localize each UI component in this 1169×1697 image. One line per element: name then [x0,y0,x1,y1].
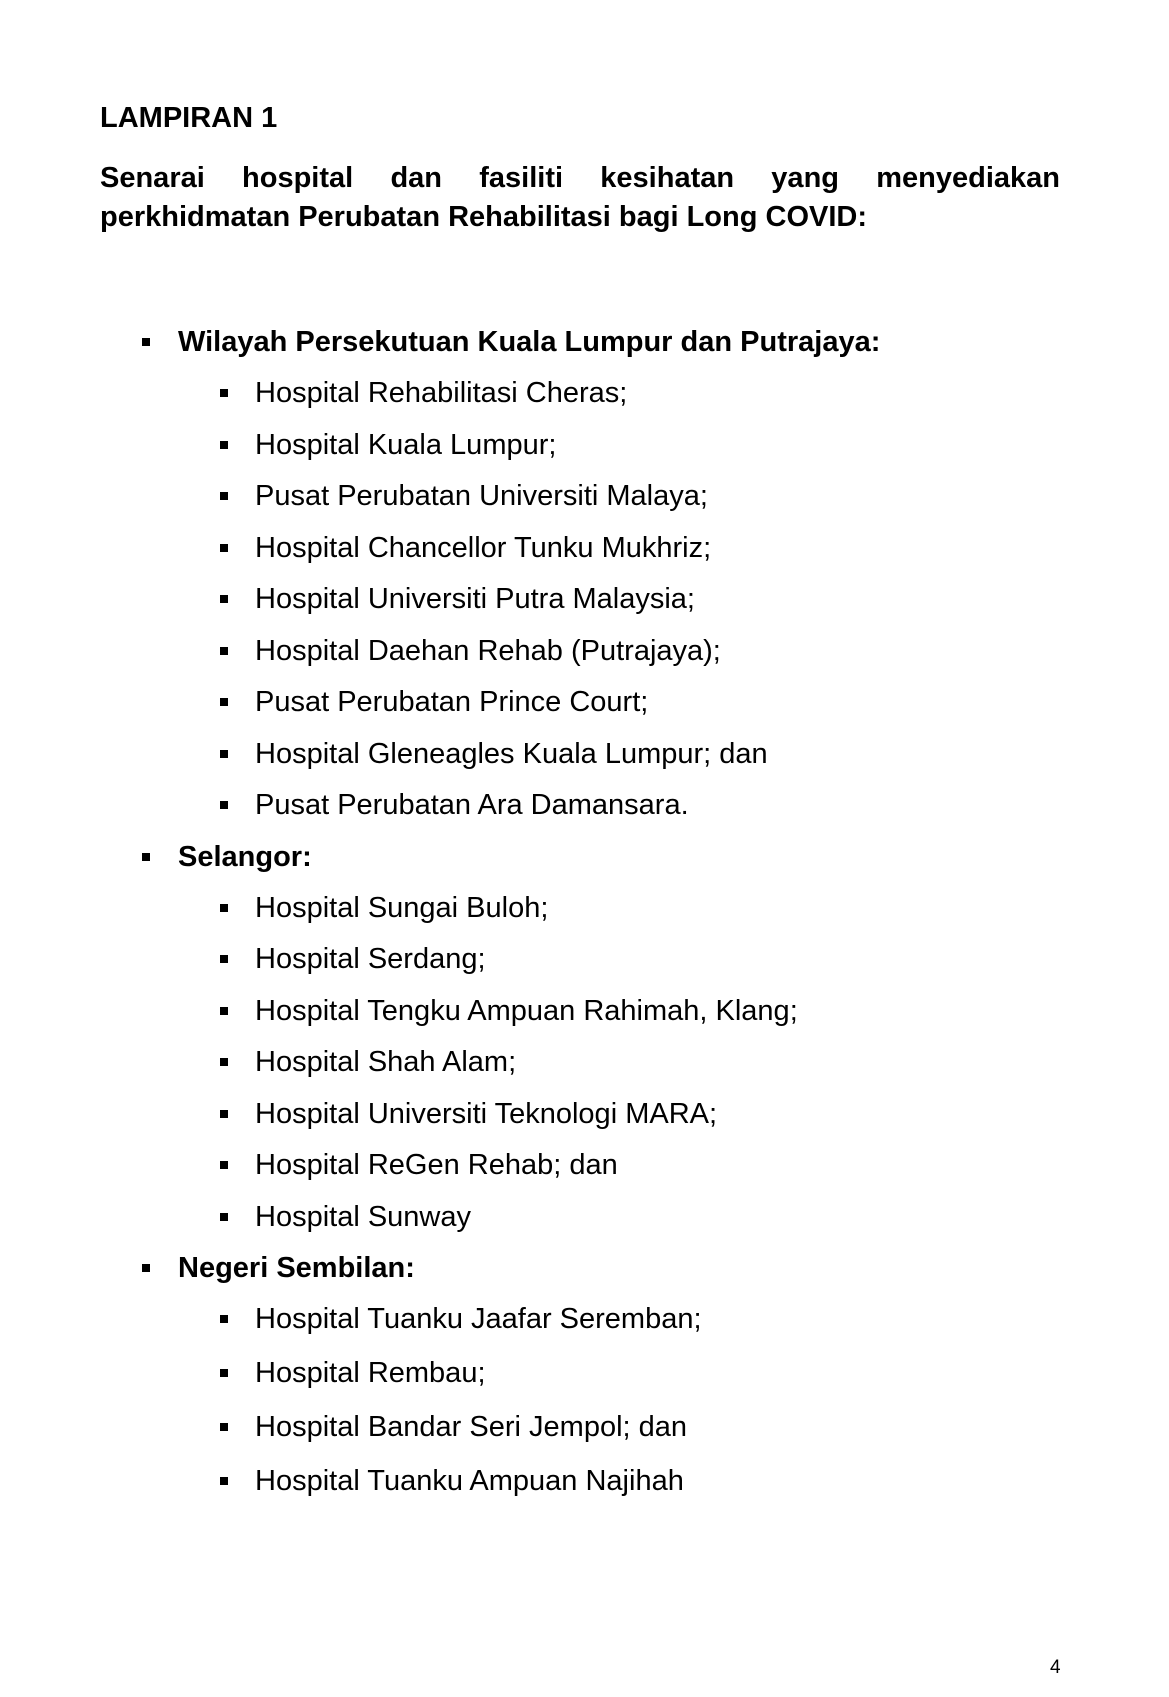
square-bullet-icon [220,1058,228,1066]
facility-name: Hospital Serdang; [255,943,486,975]
square-bullet-icon [142,338,150,346]
facility-item [0,530,880,582]
square-bullet-icon [220,1161,228,1169]
region-heading [0,839,880,890]
facility-name: Pusat Perubatan Ara Damansara. [255,789,689,821]
facility-item [0,1199,880,1251]
facility-name: Hospital Kuala Lumpur; [255,428,557,461]
region-section [0,1250,880,1517]
square-bullet-icon [220,1110,228,1118]
square-bullet-icon [220,955,228,963]
square-bullet-icon [220,492,228,500]
square-bullet-icon [220,1315,228,1323]
facility-item [0,787,880,839]
square-bullet-icon [220,904,228,912]
square-bullet-icon [142,853,150,861]
region-name: Wilayah Persekutuan Kuala Lumpur dan Putrajaya: [178,326,881,358]
facility-name: Hospital Tengku Ampuan Rahimah, Klang; [255,994,798,1027]
facility-list [0,375,880,839]
facility-item [0,736,880,788]
facility-name: Hospital Sungai Buloh; [255,891,549,924]
facility-item [0,478,880,530]
facility-item [0,633,880,685]
facility-name: Hospital Shah Alam; [255,1046,517,1078]
region-heading [0,324,880,375]
facility-name: Hospital Universiti Teknologi MARA; [255,1097,718,1130]
square-bullet-icon [220,750,228,758]
facility-name: Hospital Sunway [255,1200,471,1233]
page-number: 4 [1050,1657,1061,1678]
facility-name: Hospital Universiti Putra Malaysia; [255,583,695,615]
facility-item [0,1096,880,1148]
facility-list [0,1301,880,1517]
facility-name: Hospital ReGen Rehab; dan [255,1149,618,1181]
facility-item [0,993,880,1045]
facility-name: Hospital Gleneagles Kuala Lumpur; dan [255,737,768,770]
facility-item [0,1355,880,1409]
intro-paragraph: Senarai hospital dan fasiliti kesihatan yang menyediakan perkhidmatan Perubatan Rehabilitasi bagi Long COVID: [100,162,1060,233]
square-bullet-icon [220,1423,228,1431]
facility-name: Hospital Bandar Seri Jempol; dan [255,1411,688,1443]
facility-item [0,1301,880,1355]
region-name: Selangor: [178,840,312,873]
facility-item [0,1044,880,1096]
square-bullet-icon [220,544,228,552]
facility-name: Pusat Perubatan Prince Court; [255,686,649,718]
facility-name: Hospital Rehabilitasi Cheras; [255,377,628,409]
square-bullet-icon [220,801,228,809]
square-bullet-icon [220,1369,228,1377]
facility-item [0,890,880,942]
facility-item [0,1409,880,1463]
square-bullet-icon [220,647,228,655]
facility-list [0,890,880,1251]
facility-item [0,427,880,479]
facility-name: Hospital Daehan Rehab (Putrajaya); [255,634,721,667]
square-bullet-icon [220,1477,228,1485]
facility-name: Pusat Perubatan Universiti Malaya; [255,480,708,512]
square-bullet-icon [220,1007,228,1015]
facility-item [0,1463,880,1517]
facility-item [0,1147,880,1199]
region-heading [0,1250,880,1301]
facility-name: Hospital Chancellor Tunku Mukhriz; [255,531,712,564]
square-bullet-icon [220,698,228,706]
facility-name: Hospital Tuanku Jaafar Seremban; [255,1303,702,1335]
square-bullet-icon [220,1213,228,1221]
region-section [0,324,880,839]
facility-item [0,375,880,427]
facility-item [0,581,880,633]
facility-name: Hospital Rembau; [255,1357,486,1389]
facility-name: Hospital Tuanku Ampuan Najihah [255,1465,684,1497]
region-list [0,324,880,1517]
square-bullet-icon [220,389,228,397]
square-bullet-icon [142,1264,150,1272]
page-heading: LAMPIRAN 1 [100,102,278,134]
facility-item [0,684,880,736]
square-bullet-icon [220,441,228,449]
facility-item [0,941,880,993]
square-bullet-icon [220,595,228,603]
region-section [0,839,880,1251]
region-name: Negeri Sembilan: [178,1252,415,1284]
